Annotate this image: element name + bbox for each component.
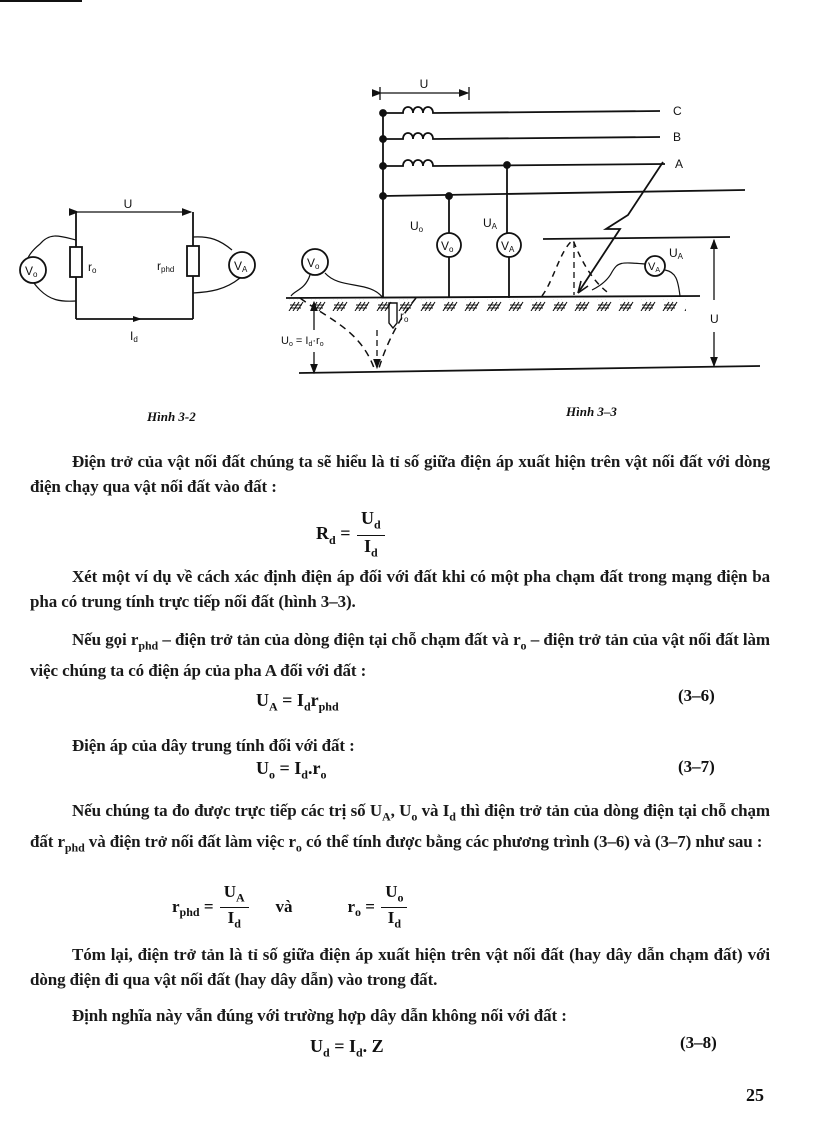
equation-number-3-8: (3–8) (680, 1033, 717, 1052)
svg-text:rphd: rphd (157, 259, 175, 274)
figures-3-2-and-3-3 (0, 0, 816, 400)
svg-text:ro: ro (400, 309, 409, 324)
svg-text:C: C (673, 104, 682, 118)
svg-text:Id: Id (130, 329, 138, 344)
figure-3-2-diagram (20, 212, 255, 322)
svg-text:VA: VA (648, 261, 661, 274)
page-number: 25 (746, 1085, 764, 1105)
paragraph-measurement: Nếu chúng ta đo được trực tiếp các trị số $U_A$, $U_o$ và $I_d$ thì điện trở tản của dòng điện tại chỗ chạm đất $r_{phd}$ và điện trở nối đất làm việc $r_o$ có thể tính được bằng các phương trình (3–6) và (3–7) như sau : (30, 801, 770, 855)
svg-text:ro: ro (88, 260, 97, 275)
paragraph-rphd-definition: Nếu gọi $r_{phd}$ – điện trở tản của dòng điện tại chỗ chạm đất và $r_o$ – điện trở tản của vật nối đất làm việc chúng ta có điện áp của pha A đối với đất : (30, 630, 770, 681)
caption-figure-3-3: Hình 3–3 (566, 404, 617, 419)
equation-3-7: $U_o = I_d.r_o$ (256, 758, 327, 782)
svg-text:VA: VA (234, 259, 248, 274)
svg-text:UA: UA (483, 216, 498, 231)
svg-text:U: U (419, 77, 429, 91)
equation-number-3-6: (3–6) (678, 686, 715, 705)
equation-number-3-7: (3–7) (678, 757, 715, 776)
equation-Rd: $R_d$ = $\frac{U_d}{I_d}$ (316, 508, 387, 562)
paragraph-definition-general: Định nghĩa này vẫn đúng với trường hợp dây dẫn không nối với đất : (72, 1006, 567, 1025)
svg-text:Uo: Uo (410, 219, 424, 234)
svg-text:A: A (675, 157, 684, 171)
fig32-U-label: U (123, 197, 133, 211)
svg-text:Vo: Vo (441, 239, 454, 254)
equation-3-6: $U_A = I_dr_{phd}$ (256, 690, 339, 714)
svg-text:B: B (673, 130, 682, 144)
figure-3-3-diagram (286, 87, 760, 373)
equation-3-8: $U_d = I_d$. Z (310, 1036, 384, 1060)
svg-text:U: U (710, 312, 719, 326)
svg-text:Vo: Vo (25, 264, 38, 279)
paragraph-summary: Tóm lại, điện trở tản là tỉ số giữa điện áp xuất hiện trên vật nối đất (hay dây dẫn chạm đất) với dòng điện đi qua vật nối đất (hay dây dẫn) vào trong đất. (30, 945, 770, 989)
paragraph-example: Xét một ví dụ về cách xác định điện áp đối với đất khi có một pha chạm đất trong mạng điện ba pha có trung tính trực tiếp nối đất (hình 3–3). (30, 567, 770, 611)
svg-text:UA: UA (669, 246, 684, 261)
paragraph-definition: Điện trở của vật nối đất chúng ta sẽ hiểu là tỉ số giữa điện áp xuất hiện trên vật nối đất với dòng điện chạy qua vật nối đất vào đất : (30, 452, 770, 496)
svg-text:Uo = Id·ro: Uo = Id·ro (281, 335, 324, 348)
paragraph-neutral: Điện áp của dây trung tính đối với đất : (72, 736, 355, 755)
svg-text:Vo: Vo (307, 256, 320, 271)
caption-figure-3-2: Hình 3-2 (147, 409, 196, 424)
svg-text:VA: VA (501, 239, 515, 254)
ground-hatch (286, 299, 686, 311)
equation-pair: $r_{phd}$ = $\frac{U_A}{I_d}$ và $r_o$ = $\frac{U_o}{I_d}$ (172, 882, 409, 934)
